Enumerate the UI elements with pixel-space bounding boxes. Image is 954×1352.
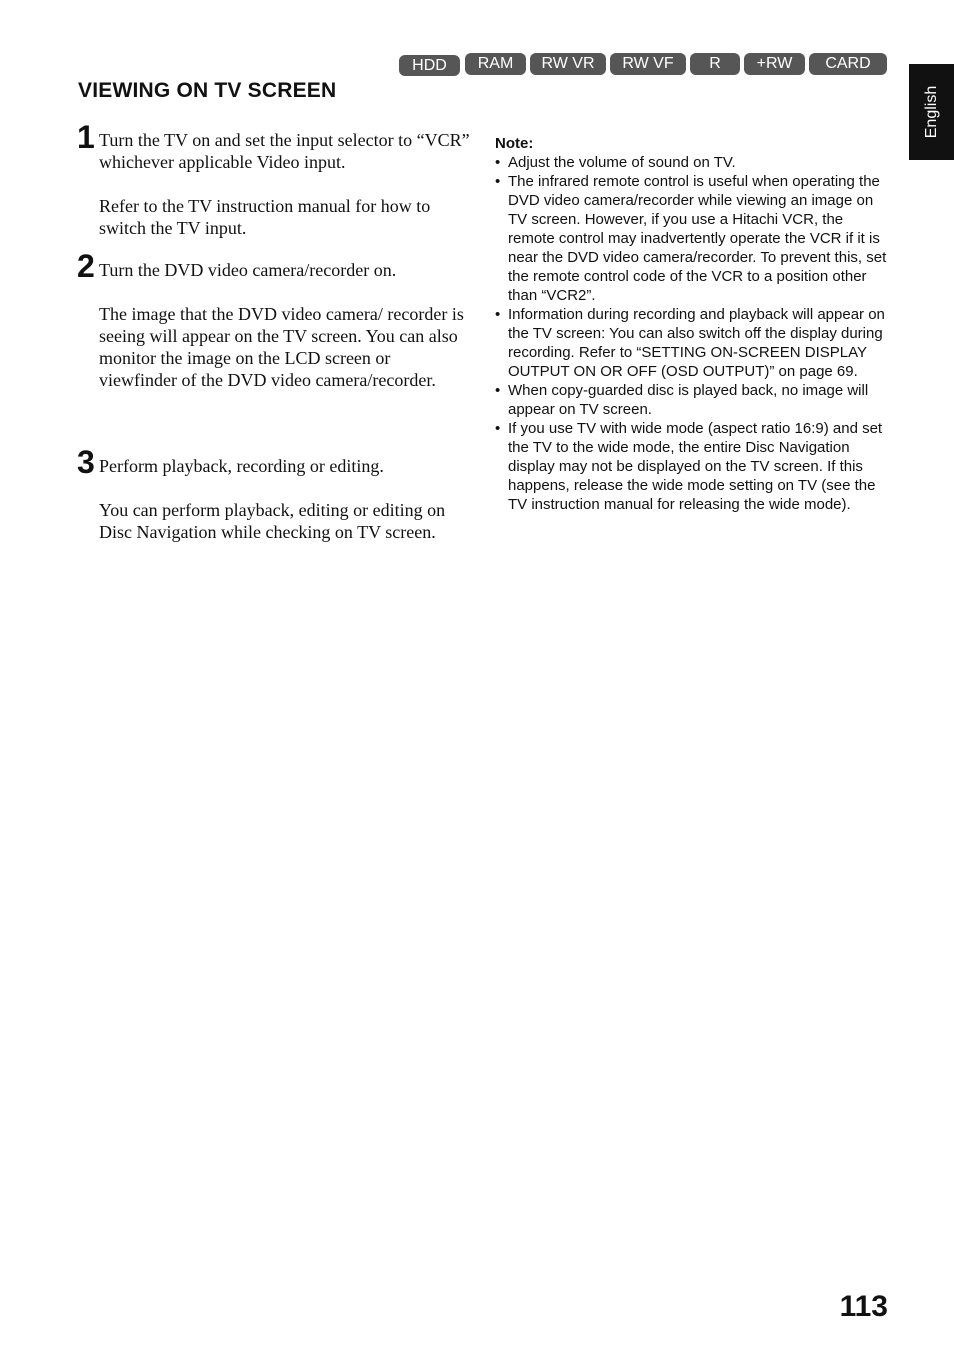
badge-plus-rw: +RW xyxy=(744,53,805,75)
step-2-detail: The image that the DVD video camera/ recorder is seeing will appear on the TV screen. You can also monitor the image on the LCD screen or viewfinder of the DVD video camera/recorder. xyxy=(99,304,464,390)
note-item-text: If you use TV with wide mode (aspect ratio 16:9) and set the TV to the wide mode, the entire Disc Navigation display may not be displayed on the TV screen. If this happens, release the wide mode setting on TV (see the TV instruction manual for releasing the wide mode). xyxy=(508,420,883,513)
note-item: • Adjust the volume of sound on TV. xyxy=(495,154,736,171)
step-2-instruction: Turn the DVD video camera/recorder on. xyxy=(99,260,397,280)
media-badges xyxy=(399,53,887,75)
note-item: • If you use TV with wide mode (aspect ratio 16:9) and set the TV to the wide mode, the entire Disc Navigation display may not be displayed on the TV screen. If this happens, release the wide mode setting on TV (see the TV instruction manual for releasing the wide mode). xyxy=(495,420,883,513)
badge-card: CARD xyxy=(809,53,887,75)
note-item: • Information during recording and playback will appear on the TV screen: You can also switch off the display during recording. Refer to “SETTING ON-SCREEN DISPLAY OUTPUT ON OR OFF (OSD OUTPUT)” on page 69. xyxy=(495,306,885,380)
step-1-detail: Refer to the TV instruction manual for how to switch the TV input. xyxy=(99,196,431,238)
language-tab xyxy=(909,64,954,160)
step-2-text xyxy=(99,259,471,391)
step-number-3: 3 xyxy=(77,444,95,480)
badge-rw-vr: RW VR xyxy=(530,53,606,75)
badge-r: R xyxy=(690,53,740,75)
badge-hdd: HDD xyxy=(399,55,460,76)
step-3-instruction: Perform playback, recording or editing. xyxy=(99,456,384,476)
note-item-text: Information during recording and playback will appear on the TV screen: You can also switch off the display during recording. Refer to “SETTING ON-SCREEN DISPLAY OUTPUT ON OR OFF (OSD OUTPUT)” on page 69. xyxy=(508,306,885,380)
note-section xyxy=(495,134,890,514)
step-1-text xyxy=(99,129,471,239)
note-item-text: Adjust the volume of sound on TV. xyxy=(508,154,736,171)
page-number: 113 xyxy=(839,1290,888,1323)
step-1-instruction: Turn the TV on and set the input selector to “VCR” whichever applicable Video input. xyxy=(99,130,470,172)
step-3-text xyxy=(99,455,471,543)
language-tab-label: English xyxy=(922,85,940,139)
section-title: VIEWING ON TV SCREEN xyxy=(78,79,337,102)
note-item: • The infrared remote control is useful when operating the DVD video camera/recorder while viewing an image on TV screen. However, if you use a Hitachi VCR, the remote control may inadvertently operate the VCR if it is near the DVD video camera/recorder. To prevent this, set the remote control code of the VCR to a position other than “VCR2”. xyxy=(495,173,887,304)
note-item: • When copy-guarded disc is played back, no image will appear on TV screen. xyxy=(495,382,869,418)
note-list xyxy=(495,153,890,514)
note-item-text: The infrared remote control is useful when operating the DVD video camera/recorder while viewing an image on TV screen. However, if you use a Hitachi VCR, the remote control may inadvertently operate the VCR if it is near the DVD video camera/recorder. To prevent this, set the remote control code of the VCR to a position other than “VCR2”. xyxy=(508,173,887,304)
note-label: Note: xyxy=(495,135,534,152)
badge-rw-vf: RW VF xyxy=(610,53,686,75)
step-number-1: 1 xyxy=(77,119,95,155)
note-item-text: When copy-guarded disc is played back, no image will appear on TV screen. xyxy=(508,382,869,418)
step-3-detail: You can perform playback, editing or editing on Disc Navigation while checking on TV screen. xyxy=(99,500,446,542)
badge-ram: RAM xyxy=(465,53,526,75)
step-number-2: 2 xyxy=(77,248,95,284)
